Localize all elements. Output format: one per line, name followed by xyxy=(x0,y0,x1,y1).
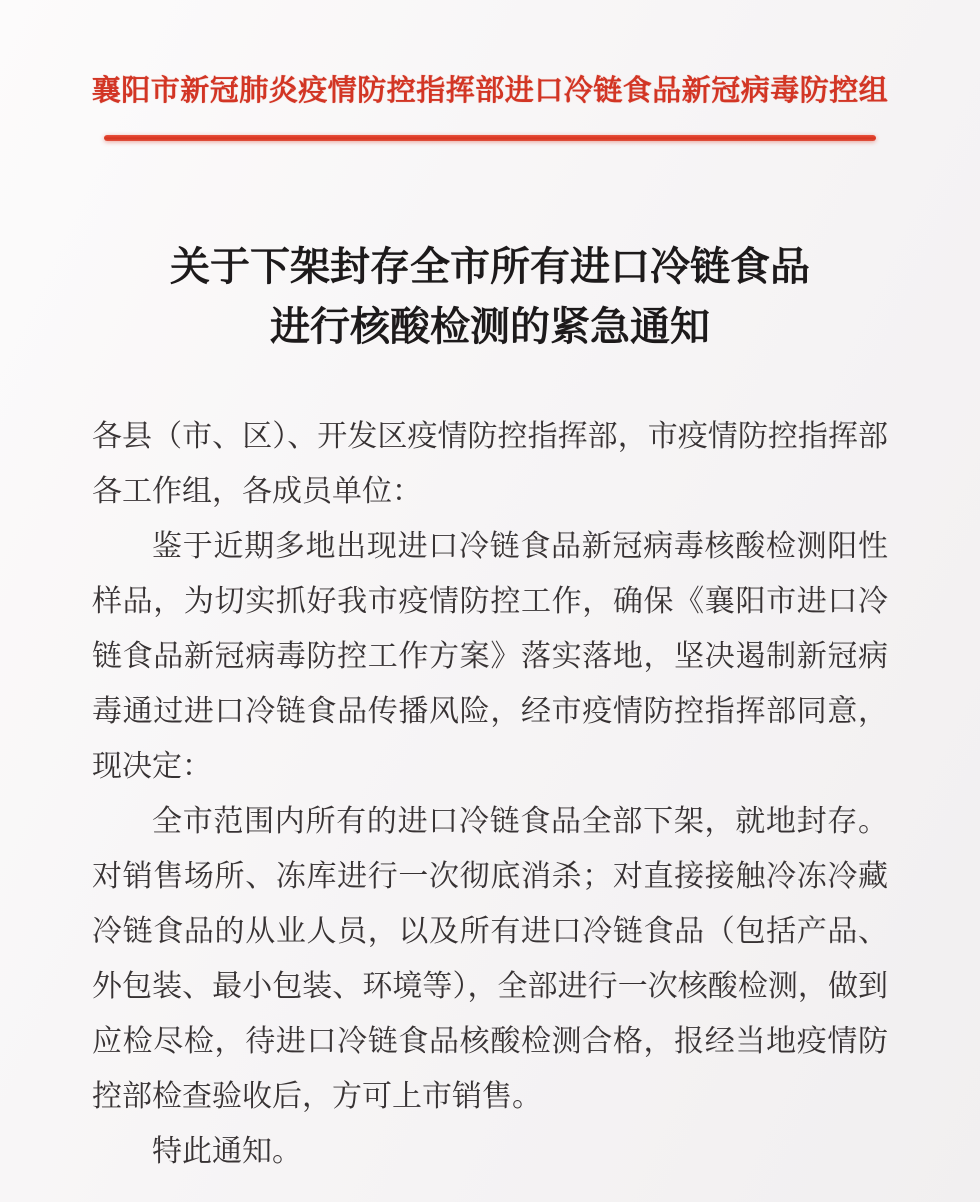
document-title-line1: 关于下架封存全市所有进口冷链食品 xyxy=(170,245,810,289)
document-title xyxy=(0,237,980,357)
red-divider-line xyxy=(104,135,876,141)
closing-paragraph: 特此通知。 xyxy=(152,1135,302,1168)
background-paragraph: 鉴于近期多地出现进口冷链食品新冠病毒核酸检测阳性样品，为切实抓好我市疫情防控工作，确保《襄阳市进口冷链食品新冠病毒防控工作方案》落实落地，坚决遏制新冠病毒通过进口冷链食品传播风险，经市疫情防控指挥部同意，现决定： xyxy=(92,530,888,783)
issuing-organization-title: 襄阳市新冠肺炎疫情防控指挥部进口冷链食品新冠病毒防控组 xyxy=(91,75,889,107)
document-body xyxy=(92,409,888,1179)
document-header xyxy=(0,0,980,141)
decision-paragraph: 全市范围内所有的进口冷链食品全部下架，就地封存。对销售场所、冻库进行一次彻底消杀；对直接接触冷冻冷藏冷链食品的从业人员，以及所有进口冷链食品（包括产品、外包装、最小包装、环境等），全部进行一次核酸检测，做到应检尽检，待进口冷链食品核酸检测合格，报经当地疫情防控部检查验收后，方可上市销售。 xyxy=(92,805,888,1113)
document-title-line2: 进行核酸检测的紧急通知 xyxy=(270,305,710,349)
salutation-paragraph: 各县（市、区）、开发区疫情防控指挥部，市疫情防控指挥部各工作组，各成员单位： xyxy=(92,420,888,508)
